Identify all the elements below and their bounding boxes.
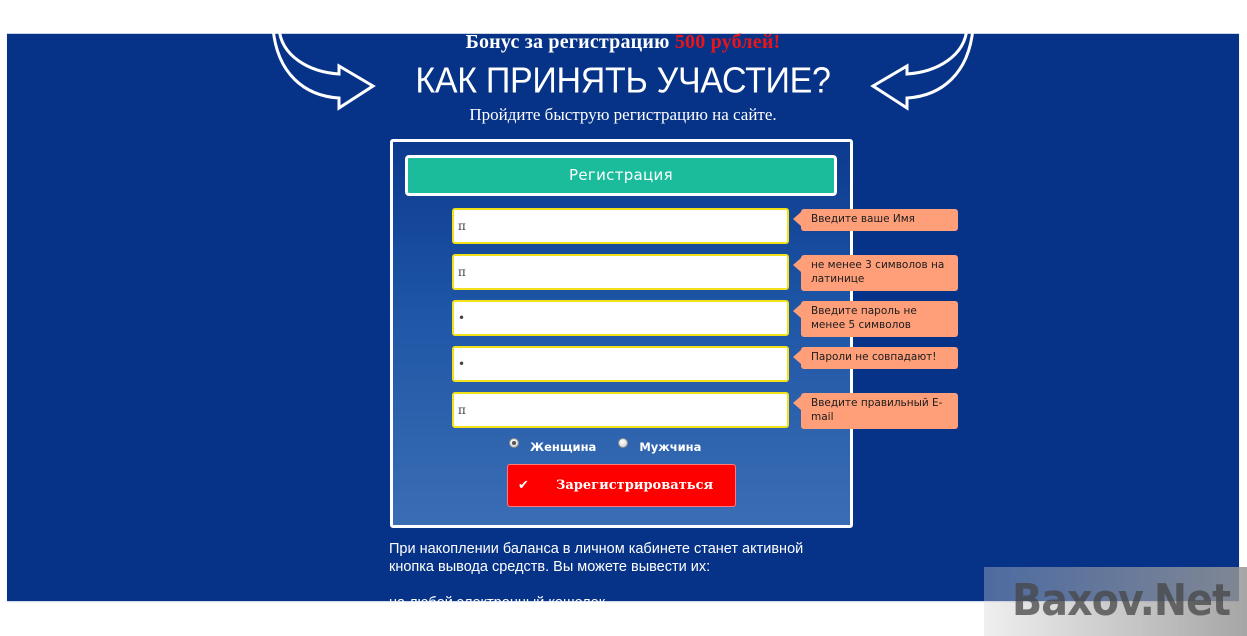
gender-male-label[interactable]: Мужчина (639, 440, 702, 454)
checkmark-icon: ✔ (518, 478, 529, 493)
form-title: Регистрация (405, 155, 837, 196)
password-confirm-input[interactable] (452, 346, 789, 382)
register-button[interactable] (507, 464, 736, 507)
landing-panel (7, 31, 1239, 611)
gender-radio-group (509, 438, 701, 456)
bonus-amount: 500 рублей! (674, 31, 781, 53)
login-error-tooltip: не менее 3 символов на латинице (801, 255, 958, 291)
email-input[interactable] (452, 392, 789, 428)
login-input[interactable] (452, 254, 789, 290)
password-error-tooltip: Введите пароль не менее 5 символов (801, 301, 958, 337)
name-input[interactable] (452, 208, 789, 244)
name-error-tooltip: Введите ваше Имя (801, 209, 958, 231)
registration-form (390, 139, 945, 528)
withdrawal-info (389, 540, 859, 612)
watermark (984, 567, 1247, 636)
password-input[interactable] (452, 300, 789, 336)
password-confirm-error-tooltip: Пароли не совпадают! (801, 347, 958, 369)
gender-male-radio[interactable] (618, 438, 628, 448)
page-title: КАК ПРИНЯТЬ УЧАСТИЕ? (415, 61, 831, 101)
curved-arrow-left-icon (865, 26, 977, 114)
info-line-1: При накоплении баланса в личном кабинете станет активной (389, 541, 804, 557)
watermark-text: Baxov.Net (1012, 575, 1231, 626)
info-line-3: на любой электронный кошелек (389, 595, 606, 611)
info-line-2: кнопка вывода средств. Вы можете вывести их: (389, 559, 711, 575)
email-error-tooltip: Введите правильный E-mail (801, 393, 958, 429)
gender-female-label[interactable]: Женщина (530, 440, 597, 454)
bonus-banner (7, 31, 1239, 54)
bonus-text: Бонус за регистрацию (465, 31, 670, 53)
gender-female-radio[interactable] (509, 438, 519, 448)
page-subtitle: Пройдите быструю регистрацию на сайте. (469, 105, 777, 124)
register-button-label: Зарегистрироваться (556, 478, 714, 493)
